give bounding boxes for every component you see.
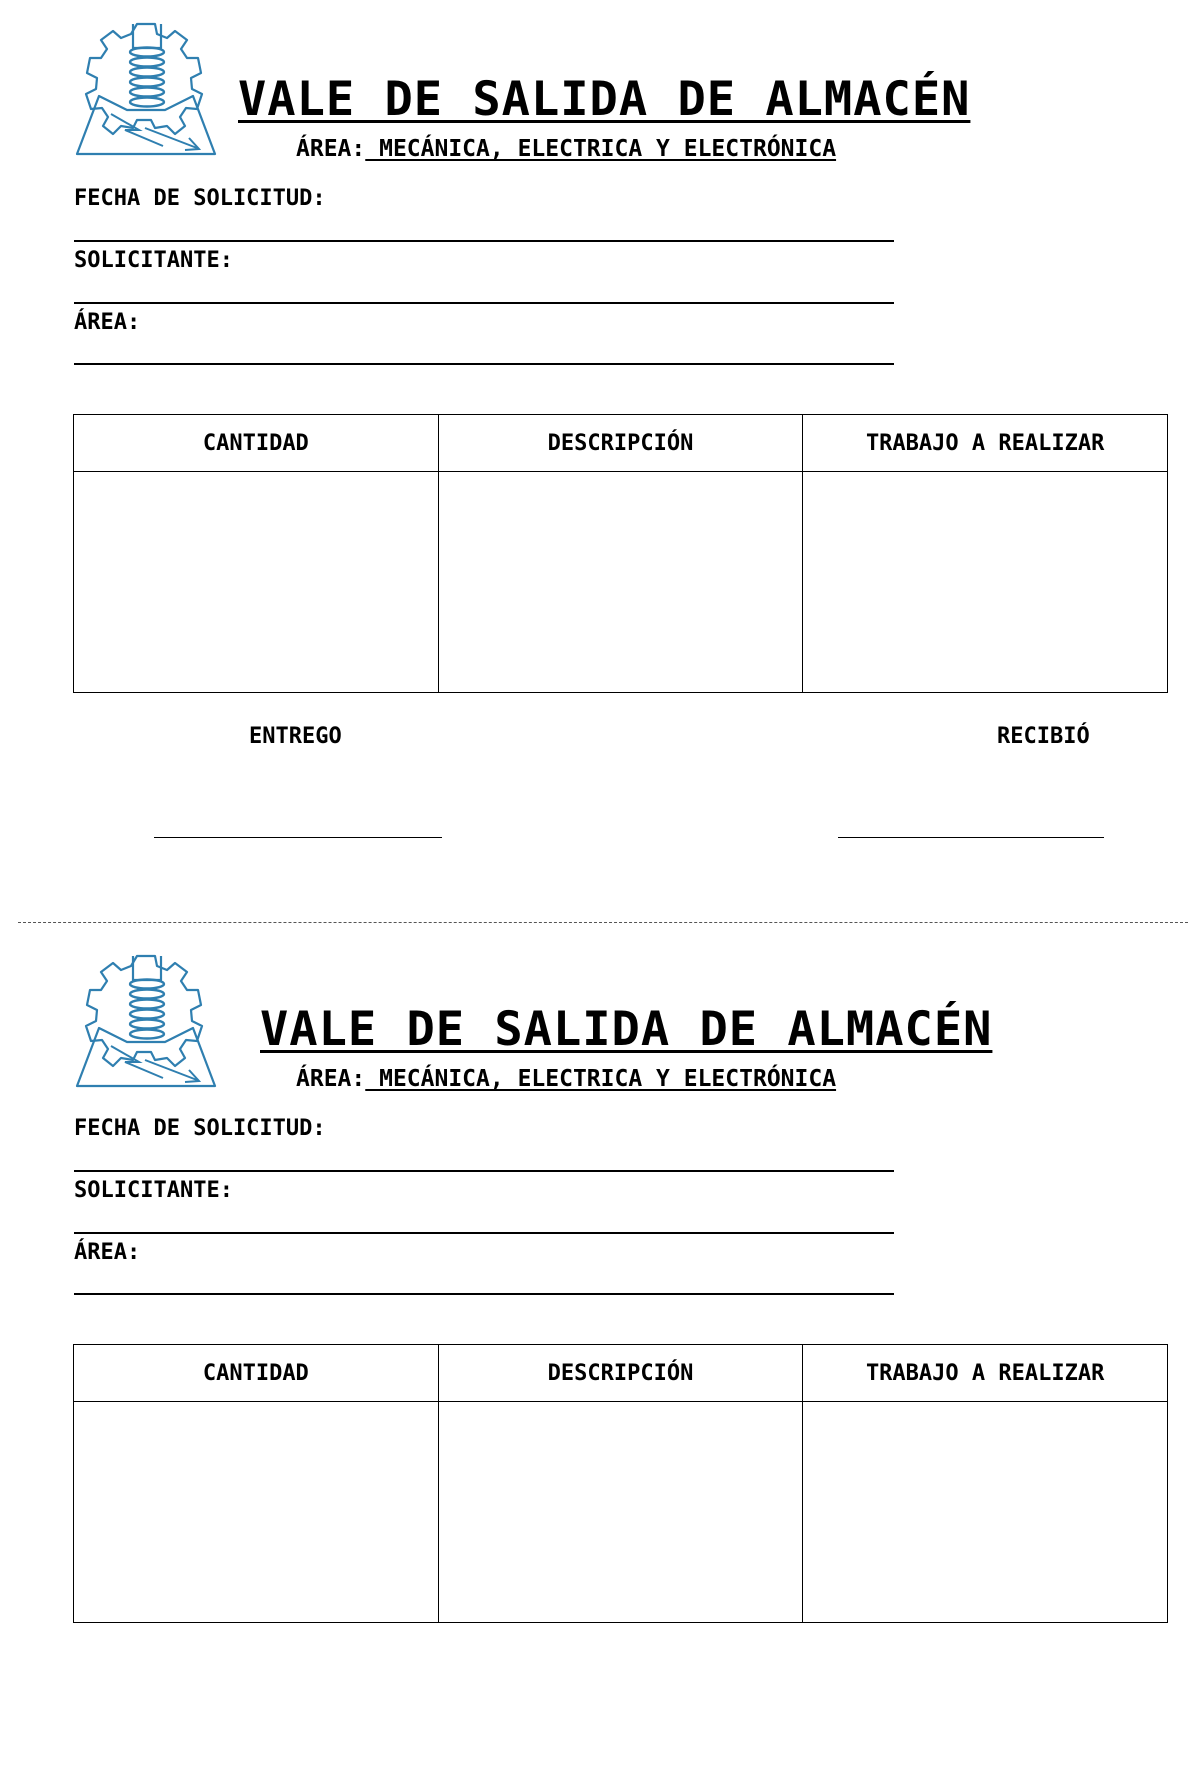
header-cantidad: CANTIDAD bbox=[74, 415, 439, 472]
cell-cantidad[interactable] bbox=[74, 472, 439, 693]
fecha-solicitud-line[interactable] bbox=[74, 240, 894, 242]
vale-form-2 bbox=[0, 932, 1200, 1792]
header-descripcion: DESCRIPCIÓN bbox=[438, 1345, 803, 1402]
header-cantidad: CANTIDAD bbox=[74, 1345, 439, 1402]
solicitante-label: SOLICITANTE: bbox=[74, 248, 233, 273]
cell-cantidad[interactable] bbox=[74, 1402, 439, 1623]
area-field-label: ÁREA: bbox=[74, 310, 141, 335]
header-descripcion: DESCRIPCIÓN bbox=[438, 415, 803, 472]
table-row bbox=[74, 472, 1168, 693]
cell-trabajo[interactable] bbox=[803, 1402, 1168, 1623]
entrego-signature-line[interactable] bbox=[154, 837, 442, 838]
cut-line-divider bbox=[18, 922, 1188, 923]
form-title: VALE DE SALIDA DE ALMACÉN bbox=[260, 1002, 993, 1057]
items-table bbox=[73, 414, 1168, 693]
solicitante-line[interactable] bbox=[74, 1232, 894, 1234]
cell-descripcion[interactable] bbox=[438, 472, 803, 693]
recibio-label: RECIBIÓ bbox=[997, 724, 1090, 749]
gear-coil-lightning-logo-icon bbox=[75, 18, 217, 158]
area-subtitle-value: MECÁNICA, ELECTRICA Y ELECTRÓNICA bbox=[365, 136, 837, 162]
area-subtitle-value: MECÁNICA, ELECTRICA Y ELECTRÓNICA bbox=[365, 1066, 837, 1092]
area-subtitle-label: ÁREA: bbox=[296, 1066, 366, 1092]
area-subtitle bbox=[296, 136, 836, 162]
vale-form-1 bbox=[0, 0, 1200, 860]
recibio-signature-line[interactable] bbox=[838, 837, 1104, 838]
table-header-row bbox=[74, 1345, 1168, 1402]
form-title: VALE DE SALIDA DE ALMACÉN bbox=[238, 72, 971, 127]
entrego-label: ENTREGO bbox=[249, 724, 342, 749]
items-table bbox=[73, 1344, 1168, 1623]
table-row bbox=[74, 1402, 1168, 1623]
area-subtitle bbox=[296, 1066, 836, 1092]
area-field-line[interactable] bbox=[74, 363, 894, 365]
area-field-line[interactable] bbox=[74, 1293, 894, 1295]
area-field-label: ÁREA: bbox=[74, 1240, 141, 1265]
area-subtitle-label: ÁREA: bbox=[296, 136, 366, 162]
fecha-solicitud-label: FECHA DE SOLICITUD: bbox=[74, 1116, 326, 1141]
solicitante-line[interactable] bbox=[74, 302, 894, 304]
table-header-row bbox=[74, 415, 1168, 472]
header-trabajo: TRABAJO A REALIZAR bbox=[803, 1345, 1168, 1402]
gear-coil-lightning-logo-icon bbox=[75, 950, 217, 1090]
cell-trabajo[interactable] bbox=[803, 472, 1168, 693]
fecha-solicitud-label: FECHA DE SOLICITUD: bbox=[74, 186, 326, 211]
solicitante-label: SOLICITANTE: bbox=[74, 1178, 233, 1203]
fecha-solicitud-line[interactable] bbox=[74, 1170, 894, 1172]
header-trabajo: TRABAJO A REALIZAR bbox=[803, 415, 1168, 472]
cell-descripcion[interactable] bbox=[438, 1402, 803, 1623]
